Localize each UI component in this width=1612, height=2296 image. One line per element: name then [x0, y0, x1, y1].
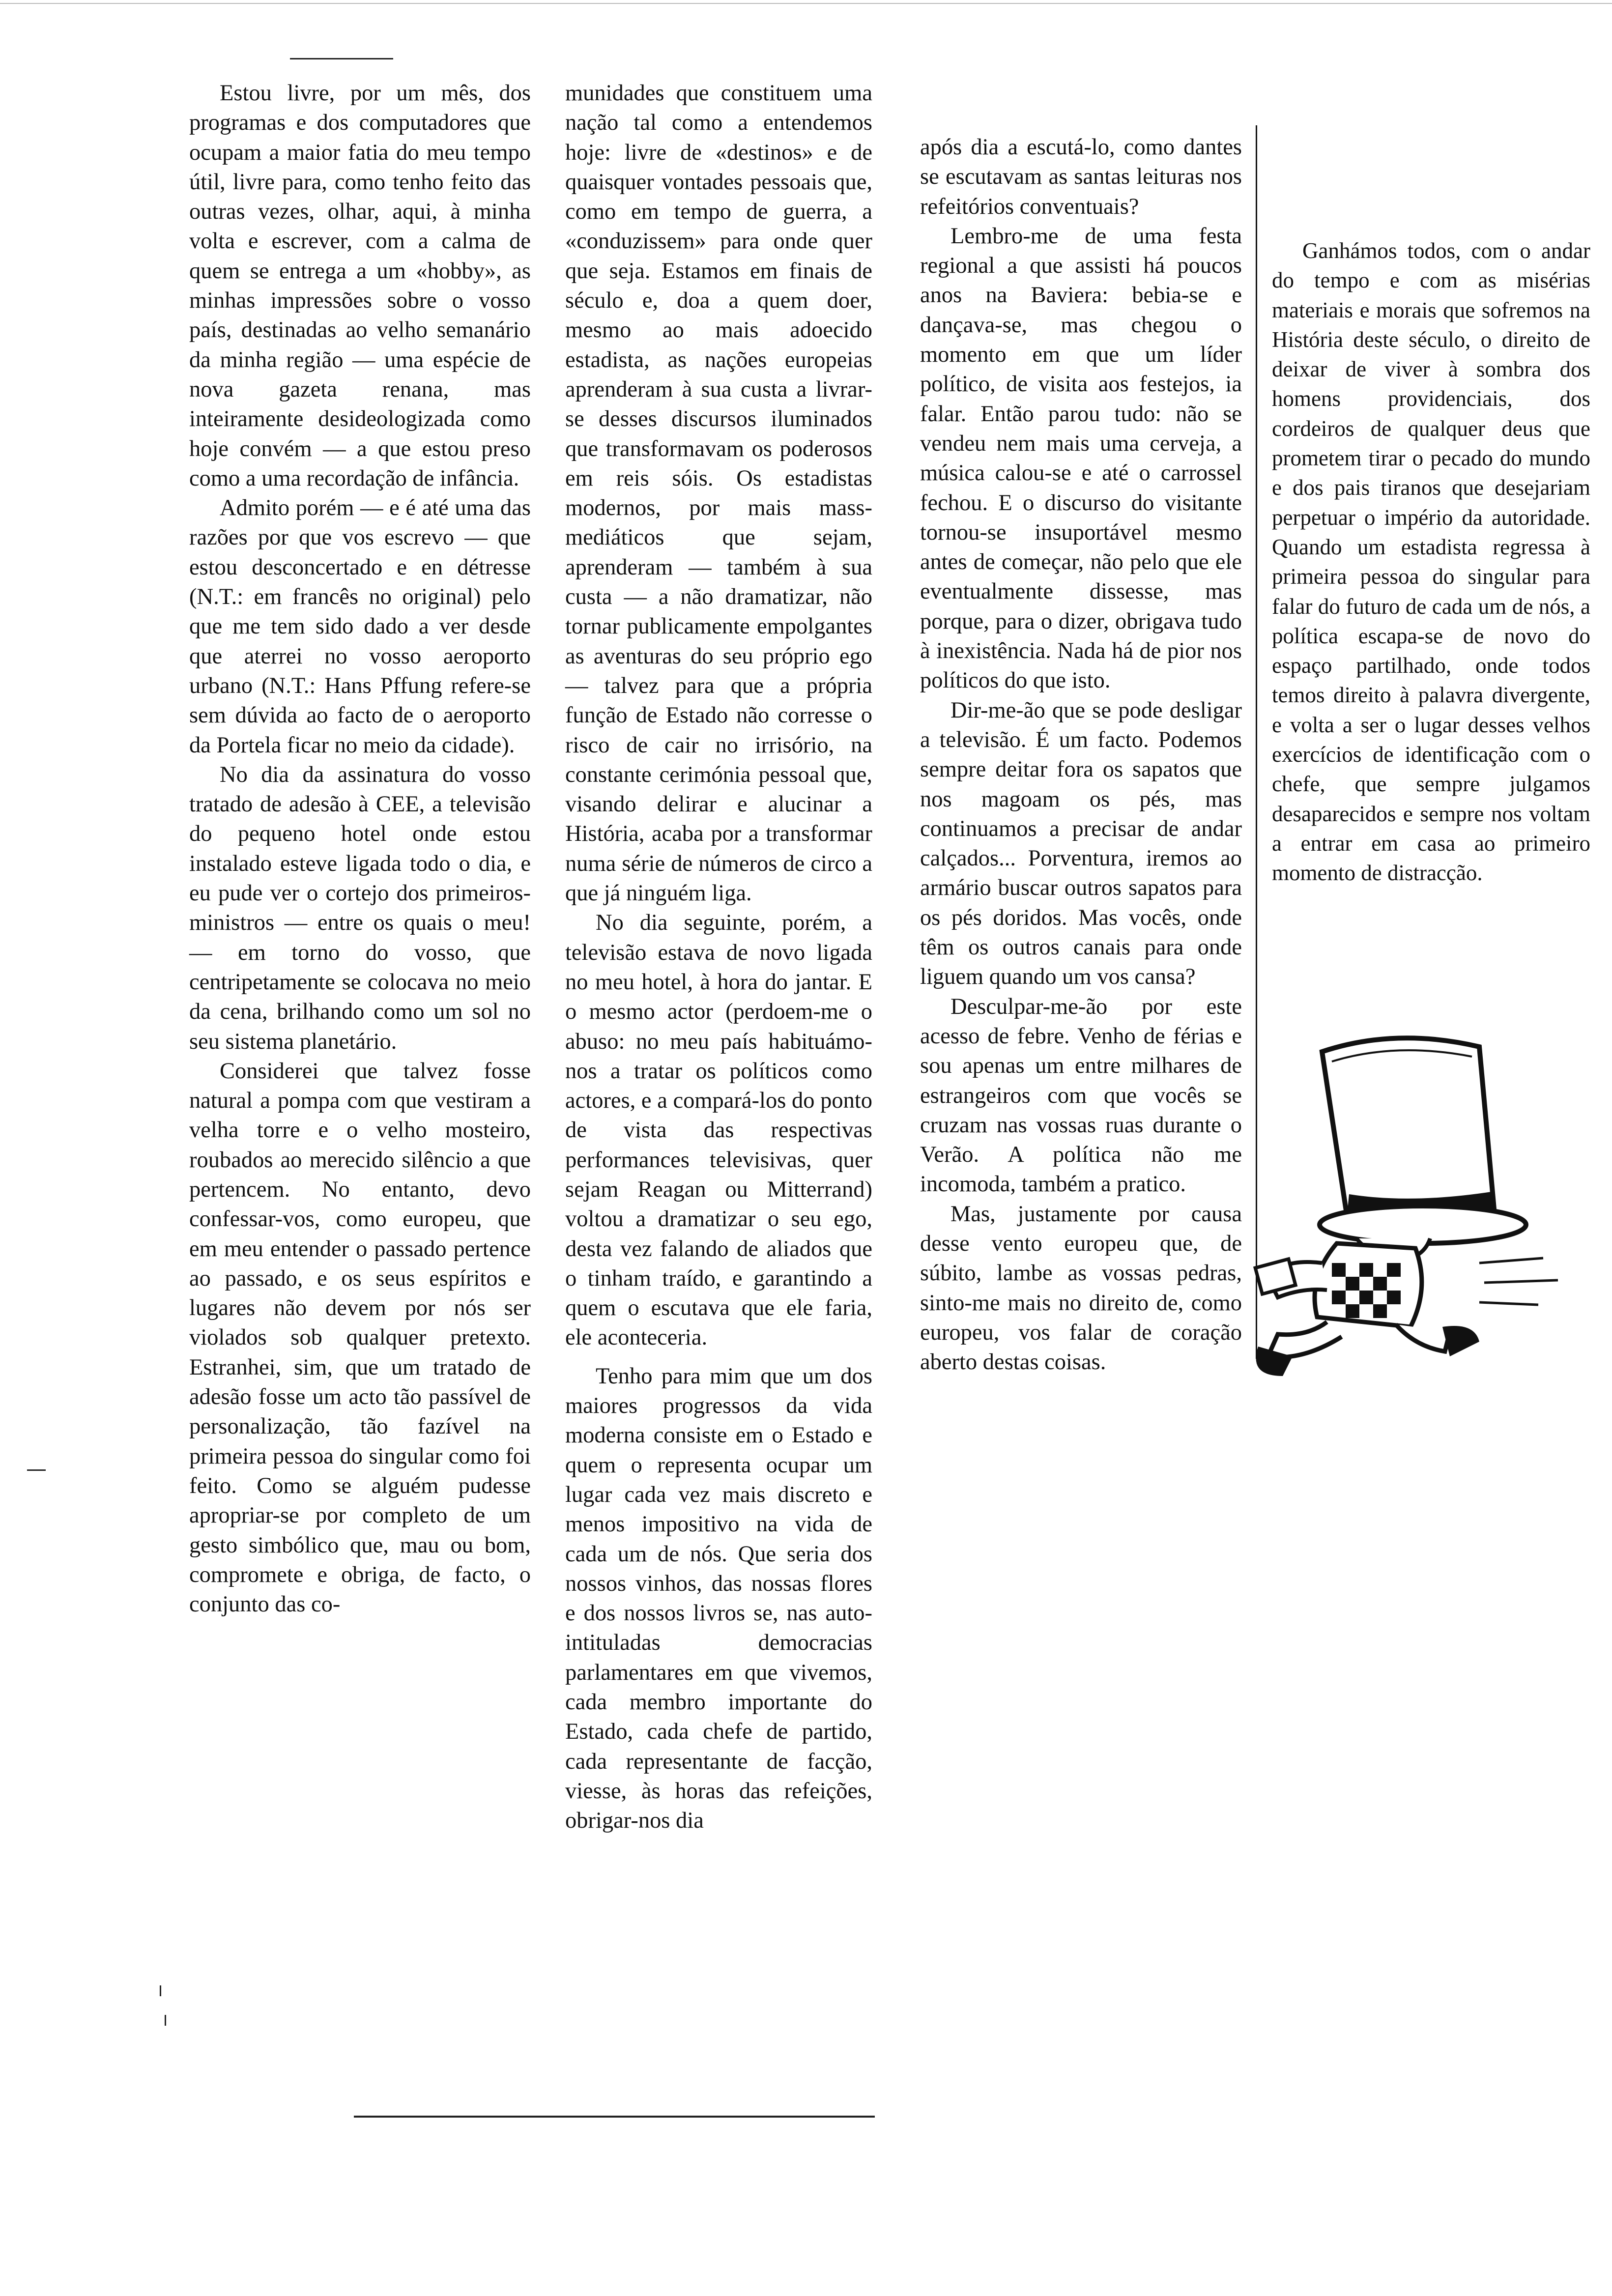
margin-mark — [27, 1469, 46, 1471]
bottom-rule — [354, 2116, 875, 2118]
top-rule — [0, 3, 1612, 4]
article-column-2 — [565, 79, 872, 1836]
paragraph: Mas, justamente por causa desse vento europeu que, de súbito, lambe as vossas pedras, sinto-me mais no direito de, como europeu, vos falar de coração aberto destas coisas. — [920, 1201, 1242, 1375]
article-column-1 — [189, 79, 531, 1619]
paragraph: Admito porém — e é até uma das razões por que vos escrevo — que estou desconcertado e en détresse (N.T.: em francês no original) pelo que me tem sido dado a ver desde que aterrei no vosso aeroporto urbano (N.T.: Hans Pffung refere-se sem dúvida ao facto de o aeroporto da Portela ficar no meio da cidade). — [189, 495, 531, 758]
paragraph: após dia a escutá-lo, como dantes se escutavam as santas leituras nos refeitórios conventuais? — [920, 135, 1242, 219]
paragraph: Lembro-me de uma festa regional a que assisti há poucos anos na Baviera: bebia-se e dançava-se, mas chegou o momento em que um líder político, de visita aos festejos, ia falar. Então parou tudo: não se vendeu nem mais uma cerveja, a música calou-se e até o carrossel fechou. E o discurso do visitante tornou-se insuportável mesmo antes de começar, não pelo que ele eventualmente dissesse, mas porque, para o dizer, obrigava tudo à inexistência. Nada há de pior nos políticos do que isto. — [920, 223, 1242, 693]
paragraph: Desculpar-me-ão por este acesso de febre. Venho de férias e sou apenas um entre milhares de estrangeiros com que vocês se cruzam nas vossas ruas durante o Verão. A política não me incomoda, também a pratico. — [920, 994, 1242, 1197]
paragraph: No dia seguinte, porém, a televisão estava de novo ligada no meu hotel, à hora do jantar. E o mesmo actor (perdoem-me o abuso: no meu país habituámo-nos a tratar os políticos como actores, e a compará-los do ponto de vista das respectivas performances televisivas, quer sejam Reagan ou Mitterrand) voltou a dramatizar o seu ego, desta vez falando de aliados que o tinham traído, e garantindo a quem o escutava que ele faria, ele aconteceria. — [565, 910, 872, 1350]
paragraph: Dir-me-ão que se pode desligar a televisão. É um facto. Podemos sempre deitar fora os sapatos que nos magoam os pés, mas continuamos a precisar de andar calçados... Porventura, iremos ao armário buscar outros sapatos para os pés doridos. Mas vocês, onde têm os outros canais para onde liguem quando um vos cansa? — [920, 697, 1242, 990]
paragraph: Estou livre, por um mês, dos programas e dos computadores que ocupam a maior fatia do meu tempo útil, livre para, como tenho feito das outras vezes, olhar, aqui, à minha volta e escrever, com a calma de quem se entrega a um «hobby», as minhas impressões sobre o vosso país, destinadas ao velho semanário da minha região — uma espécie de nova gazeta renana, mas inteiramente desideologizada como hoje convém — a que estou preso como a uma recordação de infância. — [189, 81, 531, 491]
header-short-rule — [290, 58, 393, 59]
paragraph: Ganhámos todos, com o andar do tempo e com as misérias materiais e morais que sofremos na História deste século, o direito de deixar de viver à sombra dos homens providenciais, dos cordeiros de qualquer deus que prometem tirar o pecado do mundo e dos pais tiranos que desejariam perpetuar o império da autoridade. Quando um estadista regressa à primeira pessoa do singular para falar do futuro de cada um de nós, a política escapa-se de novo do espaço partilhado, onde todos temos direito à palavra divergente, e volta a ser o lugar desses velhos exercícios de identificação com o chefe, que sempre julgamos desaparecidos e sempre nos voltam a entrar em casa ao primeiro momento de distracção. — [1272, 238, 1590, 886]
paragraph: Tenho para mim que um dos maiores progressos da vida moderna consiste em o Estado e quem o representa ocupar um lugar cada vez mais discreto e menos impositivo na vida de cada um de nós. Que seria dos nossos vinhos, das nossas flores e dos nossos livros se, nas auto-intituladas democracias parlamentares em que vivemos, cada membro importante do Estado, cada chefe de partido, cada representante de facção, viesse, às horas das refeições, obrigar-nos dia — [565, 1363, 872, 1834]
paragraph: No dia da assinatura do vosso tratado de adesão à CEE, a televisão do pequeno hotel onde estou instalado esteve ligada todo o dia, e eu pude ver o cortejo dos primeiros-ministros — entre os quais o meu! — em torno do vosso, que centripetamente se colocava no meio da cena, brilhando como um sol no seu sistema planetário. — [189, 762, 531, 1054]
top-hat-running-man-icon — [1248, 1032, 1583, 1386]
article-column-4 — [1272, 236, 1590, 888]
paragraph: munidades que constituem uma nação tal como a entendemos hoje: livre de «destinos» e de quaisquer vontades pessoais que, como em tempo de guerra, a «conduzissem» para onde quer que seja. Estamos em finais de século e, doa a quem doer, mesmo ao mais adoecido estadista, as nações europeias aprenderam à sua custa a livrar-se desses discursos iluminados que transformavam os poderosos em reis sóis. Os estadistas modernos, por mais mass-mediáticos que sejam, aprenderam — também à sua custa — a não dramatizar, não tornar publicamente empolgantes as aventuras do seu próprio ego — talvez para que a própria função de Estado não corresse o risco de cair no irrisório, na constante cerimónia pessoal que, visando delirar e alucinar a História, acaba por a transformar numa série de números de circo a que já ninguém liga. — [565, 81, 872, 906]
margin-mark — [165, 2015, 166, 2026]
article-column-3 — [920, 133, 1242, 1377]
margin-mark — [160, 1985, 161, 1996]
paragraph: Considerei que talvez fosse natural a pompa com que vestiram a velha torre e o velho mosteiro, roubados ao merecido silêncio a que pertencem. No entanto, devo confessar-vos, como europeu, que em meu entender o passado pertence ao passado, e os seus espíritos e lugares não devem por nós ser violados sob qualquer pretexto. Estranhei, sim, que um tratado de adesão fosse um acto tão passível de personalização, tão fazível na primeira pessoa do singular como foi feito. Como se alguém pudesse apropriar-se por completo de um gesto simbólico que, mau ou bom, compromete e obriga, de facto, o conjunto das co- — [189, 1058, 531, 1617]
